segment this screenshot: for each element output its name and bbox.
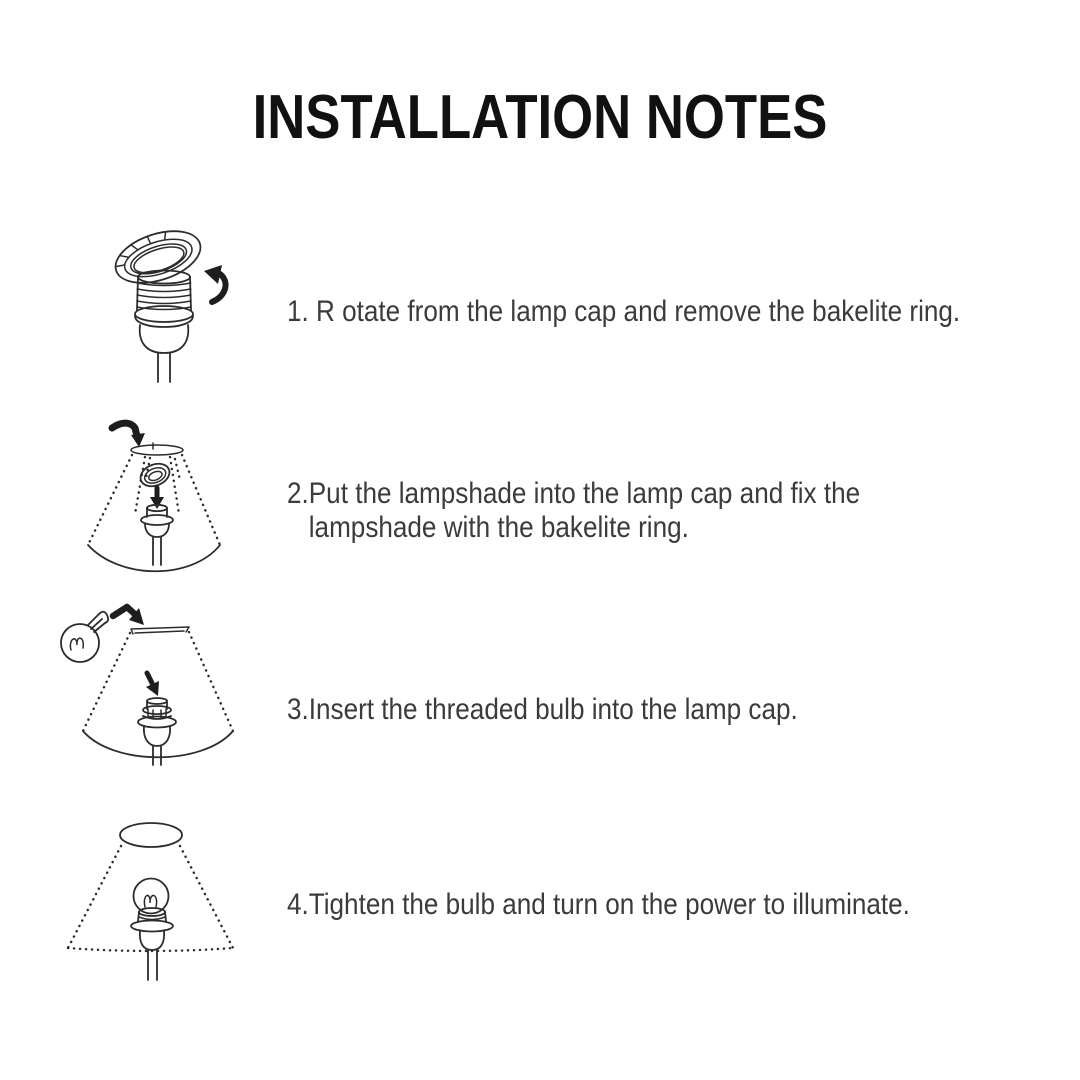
step-2-line: 2.Put the lampshade into the lamp cap and fix the [287,477,861,510]
down-arrow-icon [146,673,159,696]
assembled-lamp-icon [62,817,240,983]
lampshade-bakelite-ring-icon [82,418,230,580]
step-3-line: 3.Insert the threaded bulb into the lamp cap. [287,693,798,726]
insert-arrow-icon [113,607,144,625]
step-4-text [287,888,910,922]
page-title: INSTALLATION NOTES [252,83,828,152]
step-4-line: 4.Tighten the bulb and turn on the power to illuminate. [287,888,910,921]
bulb-insert-icon [55,603,237,767]
step-2-text [287,477,860,545]
step-1-line: 1. R otate from the lamp cap and remove the bakelite ring. [287,295,961,328]
step-1-text [287,295,960,329]
lamp-cap-rotate-icon [100,224,232,386]
insert-arrow-icon [112,423,145,447]
step-3-text [287,693,798,727]
rotate-arrow-icon [204,265,226,302]
step-2-line: lampshade with the bakelite ring. [308,511,689,544]
